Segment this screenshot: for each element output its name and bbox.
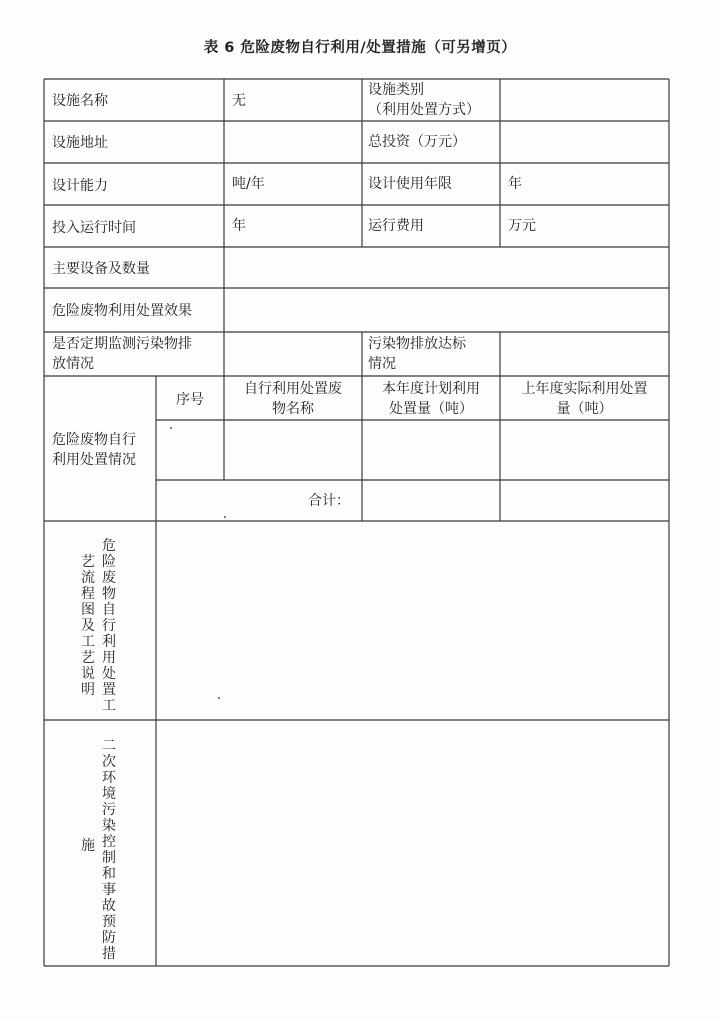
scan-speck	[170, 427, 172, 429]
process-label-col-b: 艺流程图及工艺说明	[81, 554, 95, 698]
facility-type-sublabel: （利用处置方式）	[368, 102, 480, 118]
compliance-label-cont: 情况	[368, 356, 396, 372]
monitoring-label-cont: 放情况	[52, 356, 94, 372]
monitoring-label: 是否定期监测污染物排	[52, 336, 192, 352]
start-time-unit: 年	[232, 218, 246, 234]
scan-speck	[218, 697, 220, 699]
compliance-label: 污染物排放达标	[368, 336, 466, 352]
design-life-label: 设计使用年限	[368, 176, 452, 192]
col-name-header: 自行利用处置废	[244, 381, 342, 397]
effect-label: 危险废物利用处置效果	[52, 303, 192, 319]
process-label-col-a: 危险废物自行利用处置工	[102, 538, 116, 714]
facility-type-label: 设施类别	[368, 82, 424, 98]
design-capacity-unit: 吨/年	[232, 176, 265, 192]
operating-cost-label: 运行费用	[368, 218, 424, 234]
col-actual-header: 上年度实际利用处置	[521, 381, 648, 397]
facility-name-value: 无	[232, 93, 246, 109]
col-seq-header: 序号	[176, 392, 204, 408]
facility-address-label: 设施地址	[52, 135, 108, 151]
operating-cost-unit: 万元	[508, 218, 536, 234]
design-capacity-label: 设计能力	[52, 178, 108, 194]
disposal-label: 危险废物自行	[52, 432, 136, 448]
prevention-label-col-a: 二次环境污染控制和事故预防措	[102, 738, 116, 962]
scan-speck	[224, 516, 226, 518]
prevention-label-col-b: 施	[81, 838, 95, 854]
col-plan-header: 本年度计划利用	[382, 381, 480, 397]
total-investment-label: 总投资（万元）	[368, 134, 466, 150]
equipment-label: 主要设备及数量	[52, 261, 150, 277]
col-plan-header-cont: 处置量（吨）	[389, 401, 473, 417]
disposal-label-cont: 利用处置情况	[52, 452, 136, 468]
facility-name-label: 设施名称	[52, 93, 108, 109]
col-name-header-cont: 物名称	[272, 401, 314, 417]
col-actual-header-cont: 量（吨）	[556, 401, 613, 417]
design-life-unit: 年	[508, 176, 522, 192]
start-time-label: 投入运行时间	[52, 220, 136, 236]
total-label: 合计：	[308, 493, 350, 509]
form-title: 表 6 危险废物自行利用/处置措施（可另增页）	[203, 40, 517, 56]
